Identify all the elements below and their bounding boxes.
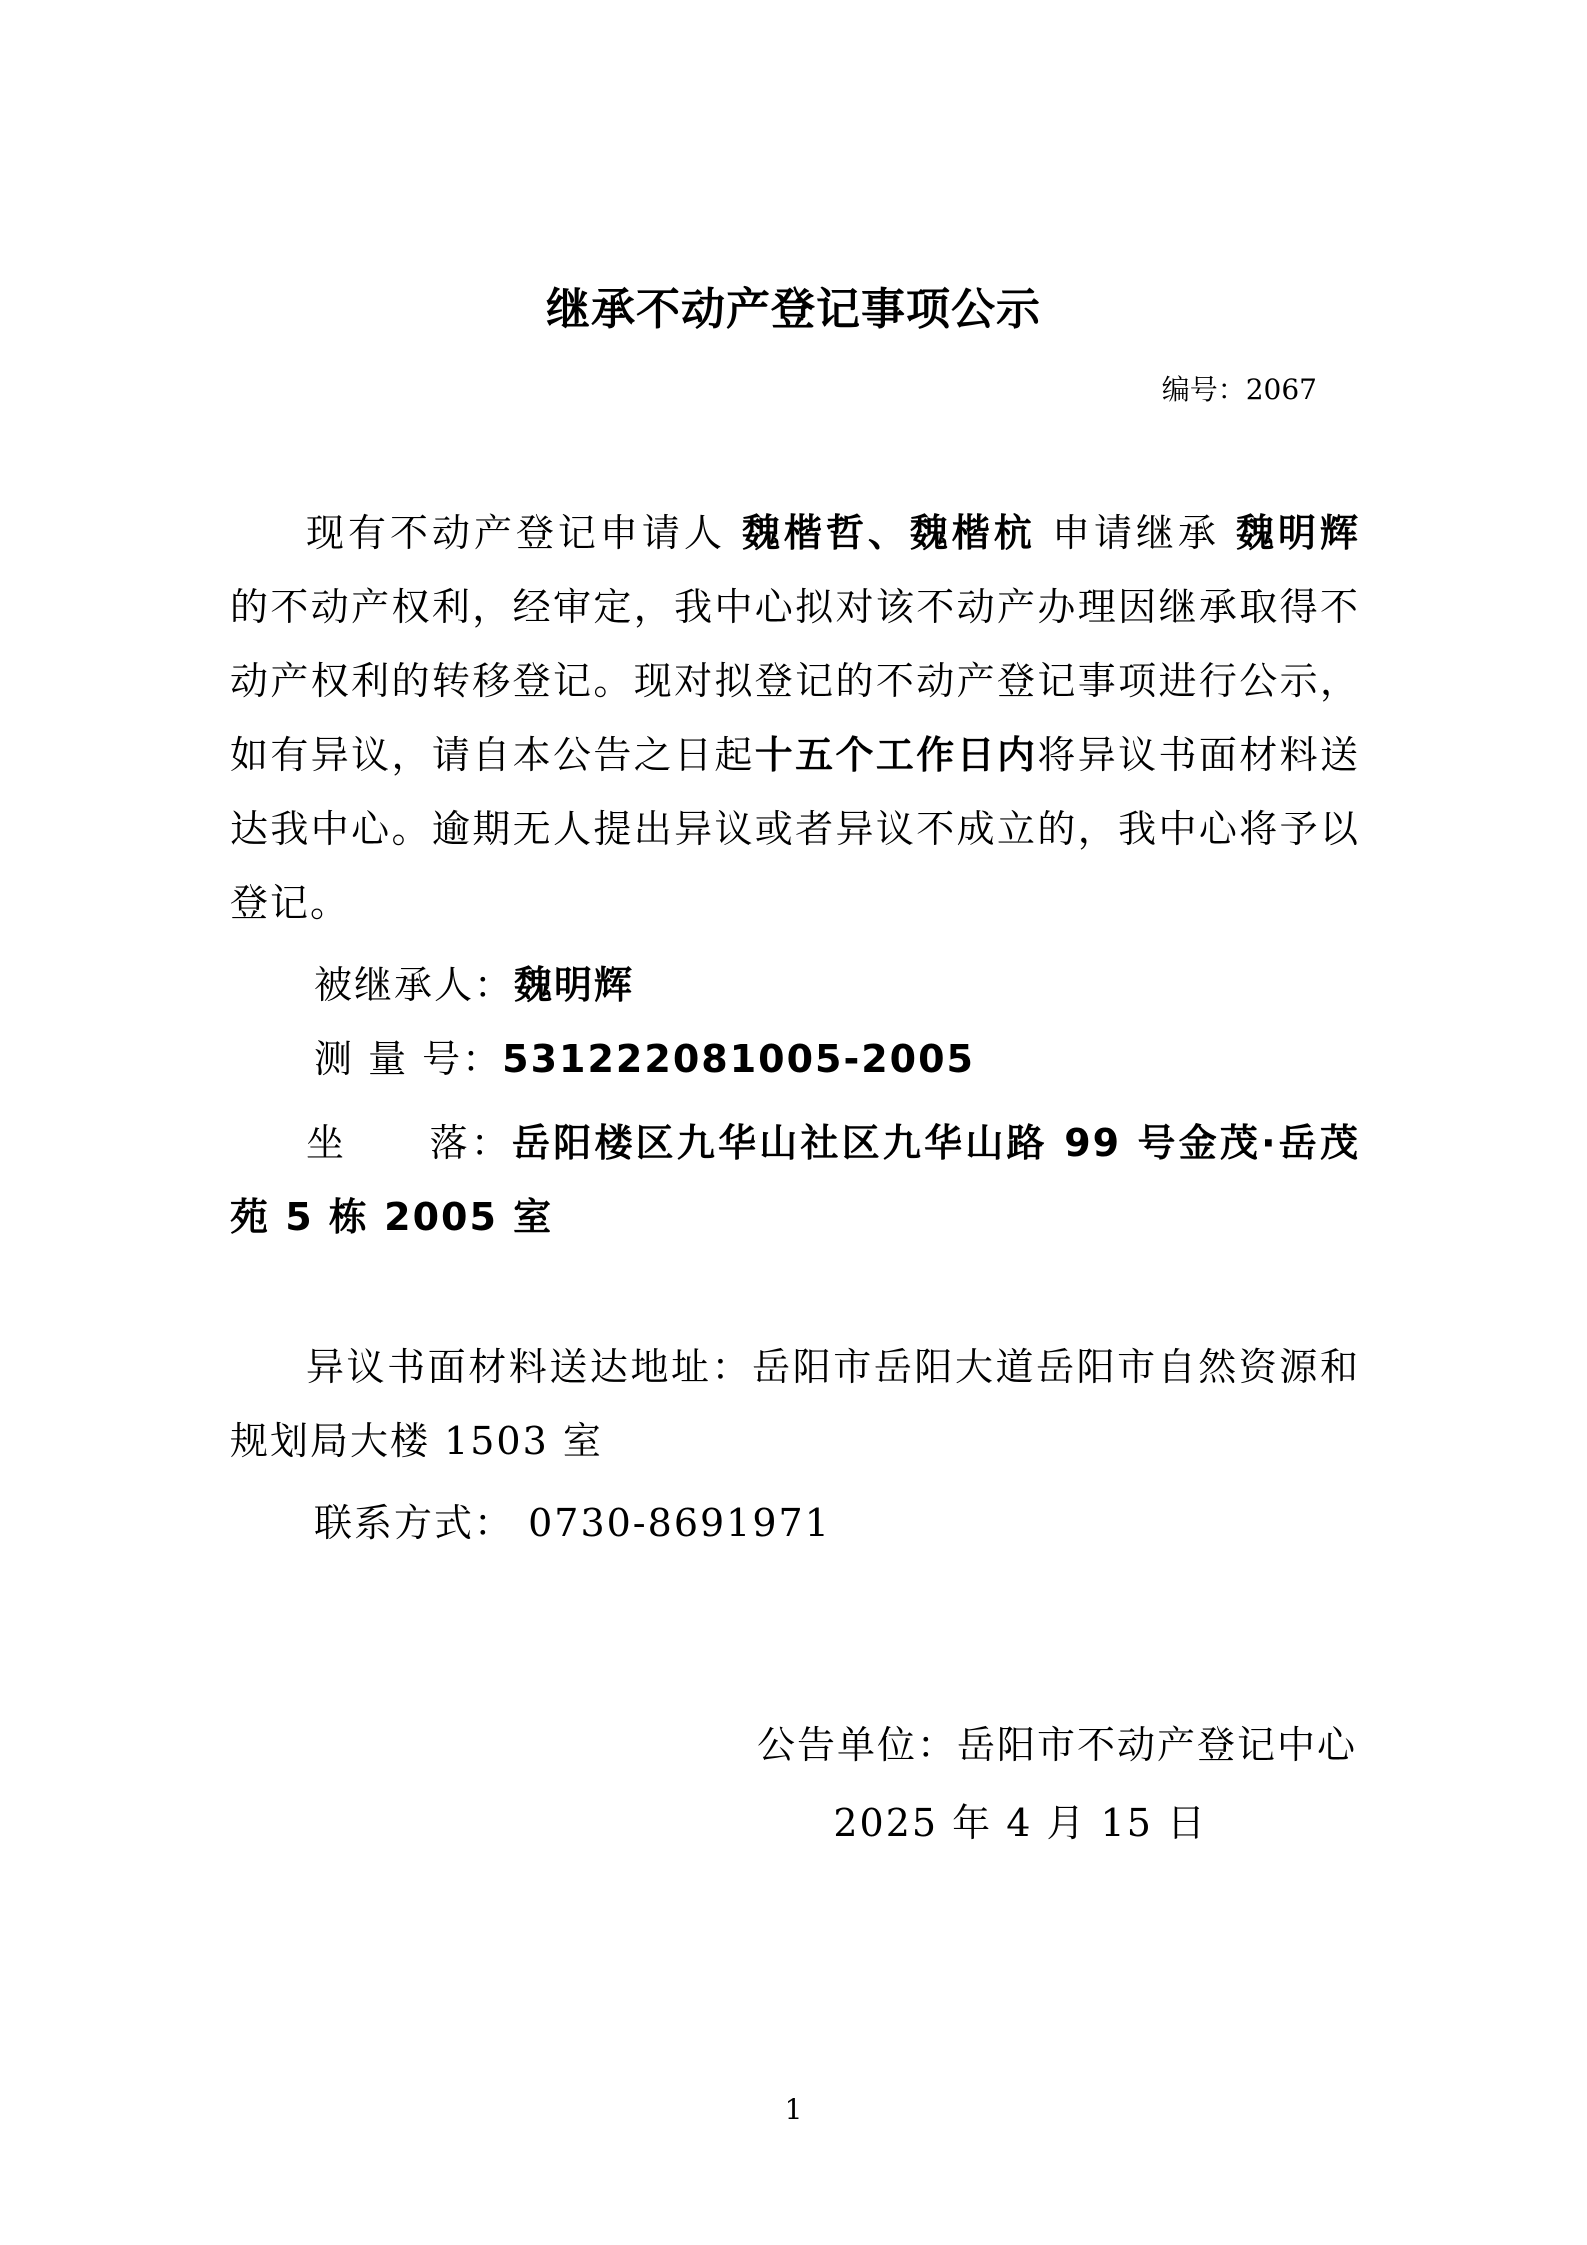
survey-number-label: 测 量 号： <box>314 1037 503 1081</box>
document-number-label: 编号： <box>1161 373 1246 406</box>
paragraph-text-2: 的不动产权利，经审定，我中心拟对该不动产办理因继承取得不动产权利的转移登记。现对拟登记的不动产登记事项进行公示，如有异议，请自本公告之日起 <box>230 585 1360 777</box>
decedent-row <box>230 948 1444 1022</box>
page-number: 1 <box>784 2093 803 2126</box>
document-number-value: 2067 <box>1245 373 1317 406</box>
location-label: 坐 落： <box>306 1121 513 1165</box>
objection-address-label: 异议书面材料送达地址： <box>306 1345 753 1389</box>
objection-address-value: 岳阳市岳阳大道岳阳市自然资源和规划局大楼 1503 室 <box>230 1345 1360 1463</box>
document-number <box>1162 370 1317 410</box>
decedent-value: 魏明辉 <box>514 963 635 1007</box>
page-title: 继承不动产登记事项公示 <box>546 284 1041 335</box>
issuing-unit-value: 岳阳市不动产登记中心 <box>956 1723 1357 1767</box>
location-value: 岳阳楼区九华山社区九华山路 99 号金茂·岳茂苑 5 栋 2005 室 <box>230 1121 1360 1239</box>
announcement-paragraph <box>230 496 1360 940</box>
survey-number-value: 531222081005-2005 <box>502 1037 975 1081</box>
inherit-text: 申请继承 <box>1035 511 1236 555</box>
contact-value: 0730-8691971 <box>514 1501 831 1545</box>
objection-deadline: 十五个工作日内 <box>754 733 1038 777</box>
objection-address <box>230 1330 1360 1478</box>
decedent-name: 魏明辉 <box>1235 511 1360 555</box>
survey-number-row <box>230 1022 1444 1096</box>
issuing-unit <box>757 1708 1357 1782</box>
issuing-unit-label: 公告单位： <box>756 1723 957 1767</box>
contact-row <box>230 1486 1444 1560</box>
issue-date: 2025 年 4 月 15 日 <box>833 1801 1207 1845</box>
applicant-names: 魏楷哲、魏楷杭 <box>741 511 1036 555</box>
decedent-label: 被继承人： <box>314 963 515 1007</box>
location-row <box>230 1106 1360 1254</box>
paragraph-text-3: 将异议书面材料送达我中心。逾期无人提出异议或者异议不成立的，我中心将予以登记。 <box>230 733 1360 925</box>
contact-label: 联系方式： <box>314 1501 515 1545</box>
intro-text: 现有不动产登记申请人 <box>306 511 742 555</box>
